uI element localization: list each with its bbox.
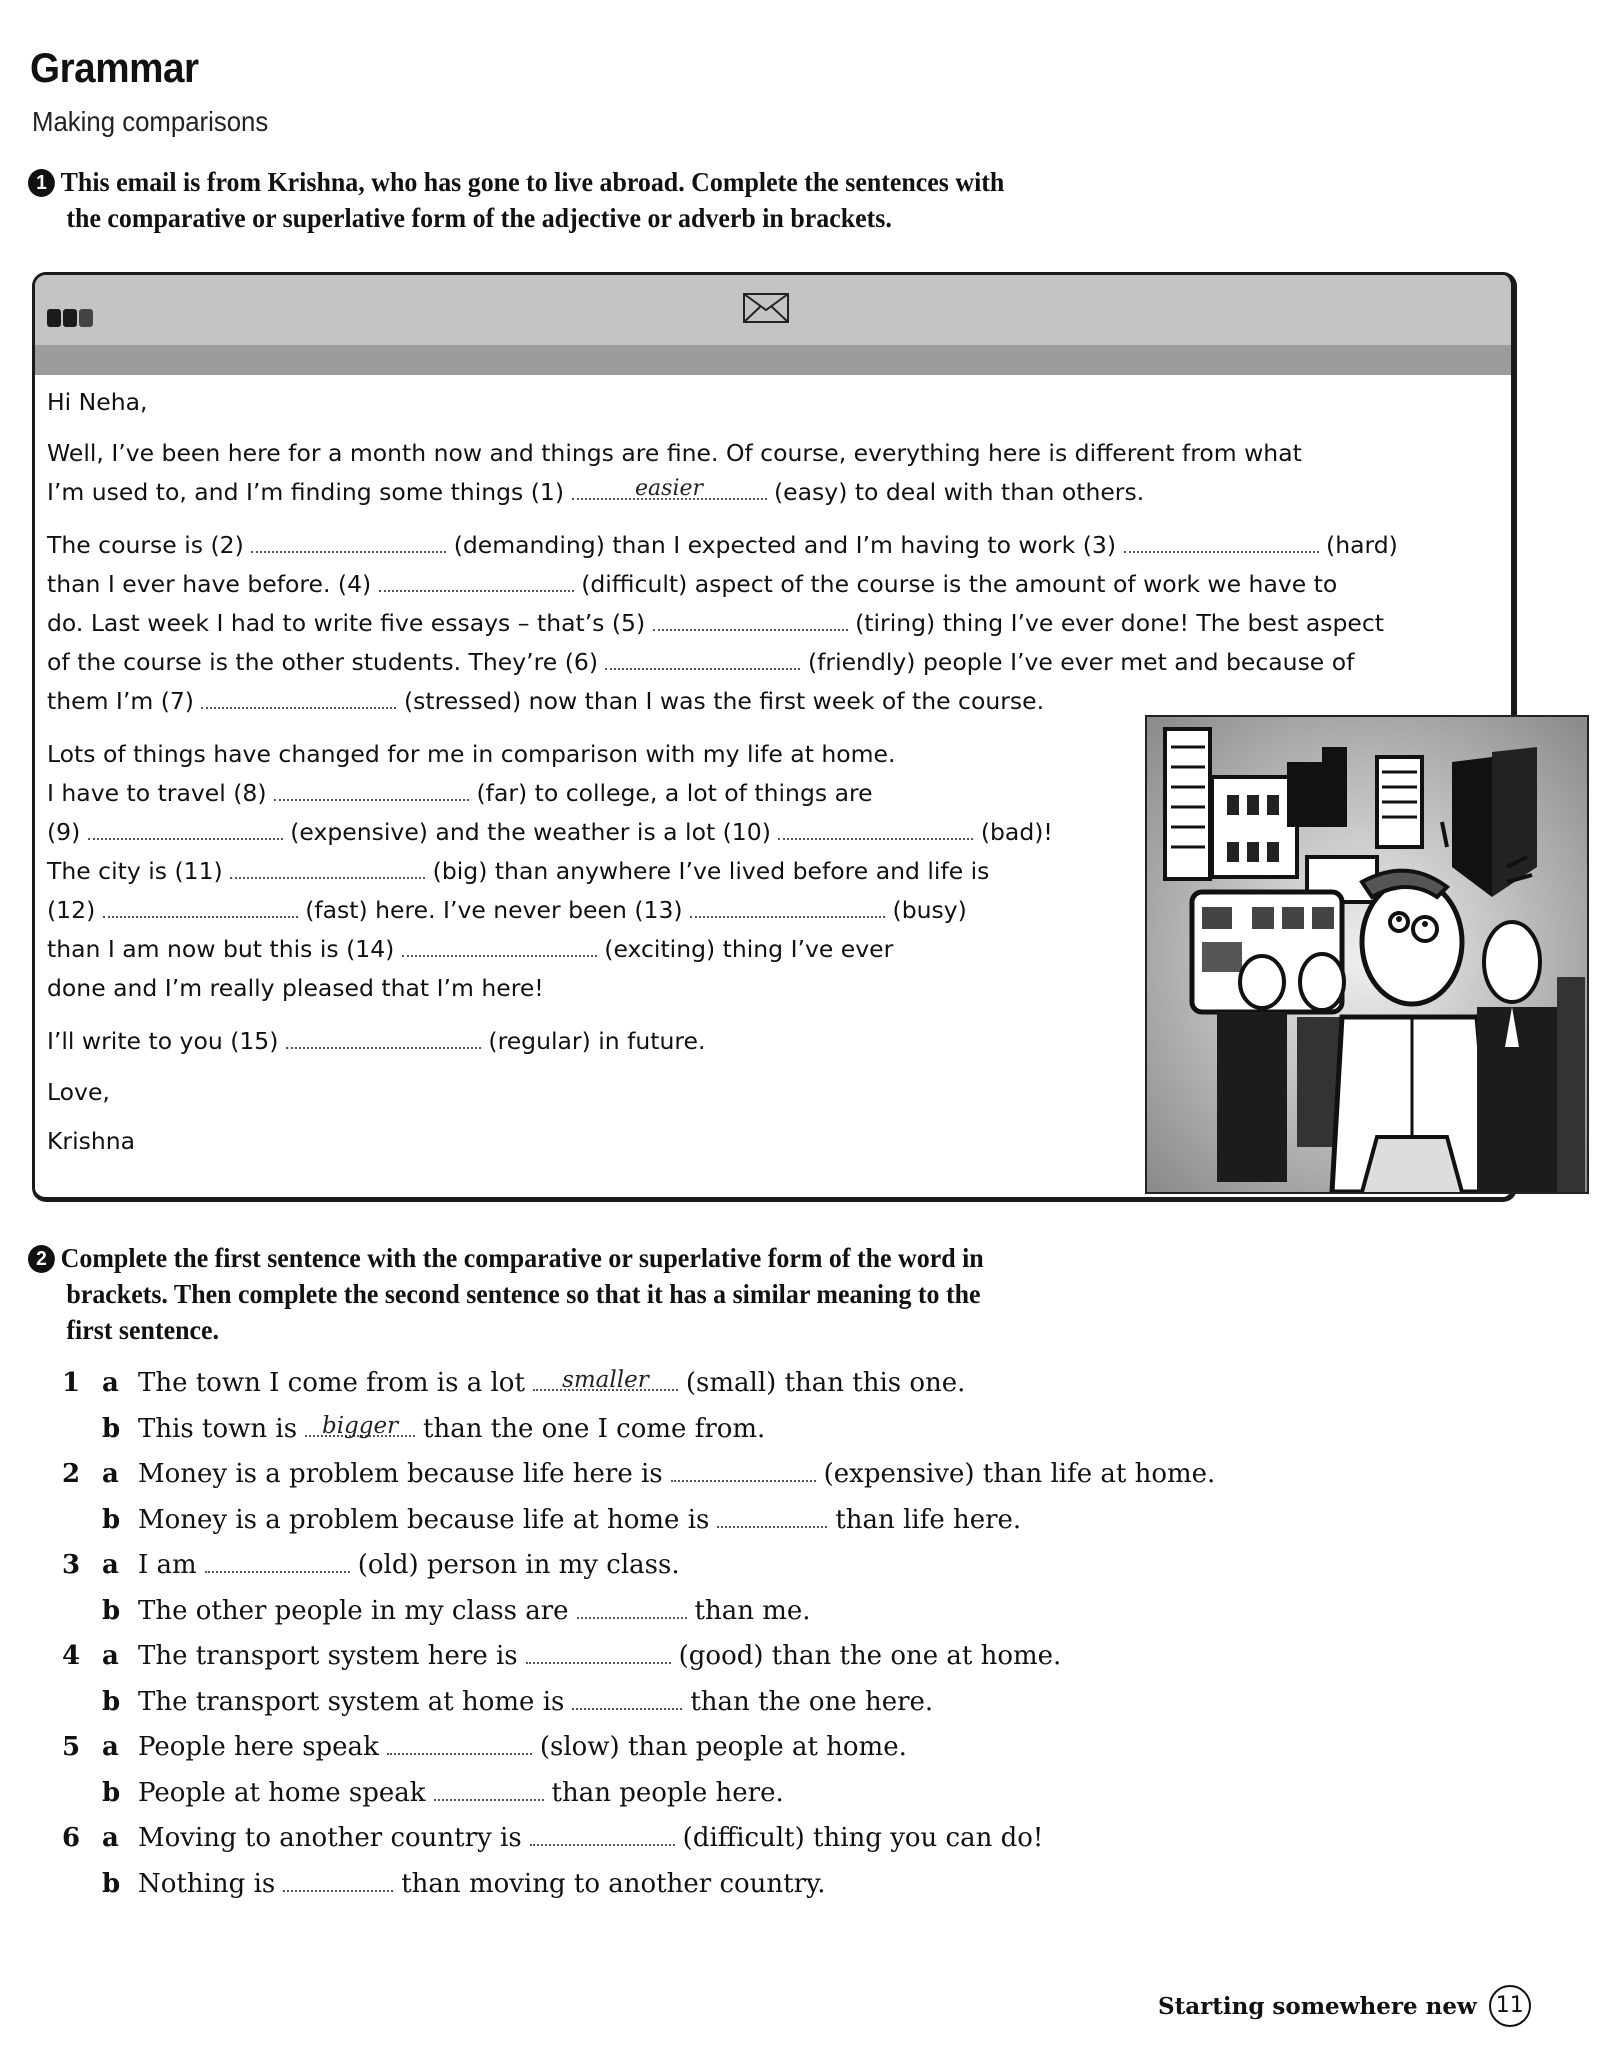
sentence-end: than moving to another country. xyxy=(401,1868,826,1899)
email-signoff: Love, xyxy=(47,1078,110,1106)
email-title-bar xyxy=(35,275,1511,345)
sentence-start: Moving to another country is xyxy=(138,1823,522,1853)
sentence-start: People here speak xyxy=(138,1732,379,1762)
exercise-item-4b xyxy=(62,1687,1312,1733)
gap-11[interactable] xyxy=(230,859,425,879)
gap-5[interactable] xyxy=(653,611,848,631)
email-signature: Krishna xyxy=(47,1127,136,1155)
sentence-end: than people here. xyxy=(551,1777,784,1808)
instruction-line: Complete the first sentence with the comparative or superlative form of the word in xyxy=(60,1243,984,1273)
sentence-end: than the one here. xyxy=(690,1686,934,1717)
item-letter: b xyxy=(102,1868,121,1899)
cartoon-image xyxy=(1147,717,1587,1192)
exercise-item-5b xyxy=(62,1778,1312,1824)
instruction-line: This email is from Krishna, who has gone to live abroad. Complete the sentences with xyxy=(60,167,1005,197)
exercise-item-3a xyxy=(62,1550,1312,1596)
exercise-1-instruction xyxy=(28,164,1209,236)
sentence-end: (good) than the one at home. xyxy=(678,1641,1062,1671)
sentence-start: The transport system here is xyxy=(138,1641,518,1671)
gap-12[interactable] xyxy=(103,898,298,918)
exercise-2-items xyxy=(62,1368,1312,1914)
item-letter: b xyxy=(102,1595,121,1626)
sentence-start: Money is a problem because life at home is xyxy=(138,1504,710,1535)
item-number: 5 xyxy=(62,1732,81,1762)
city-cartoon-illustration xyxy=(1145,715,1589,1194)
instruction-line: brackets. Then complete the second sentence so that it has a similar meaning to the xyxy=(66,1279,981,1309)
exercise-item-6b xyxy=(62,1869,1312,1915)
section-subtitle: Making comparisons xyxy=(32,106,269,137)
gap-10[interactable] xyxy=(778,820,973,840)
exercise-item-1a xyxy=(62,1368,1312,1414)
sentence-end: (difficult) thing you can do! xyxy=(682,1823,1044,1853)
email-toolbar-band xyxy=(35,345,1511,375)
item-number: 2 xyxy=(62,1459,81,1489)
sentence-start: People at home speak xyxy=(138,1777,426,1808)
item-letter: a xyxy=(102,1459,119,1489)
sentence-start: The town I come from is a lot xyxy=(138,1368,525,1398)
sentence-start: This town is xyxy=(138,1413,298,1444)
gap-6[interactable] xyxy=(605,650,800,670)
item-number: 4 xyxy=(62,1641,81,1671)
page-footer xyxy=(1158,1985,1531,2027)
sentence-end: (small) than this one. xyxy=(685,1368,966,1398)
answer-gap[interactable] xyxy=(283,1872,393,1892)
item-number: 3 xyxy=(62,1550,81,1580)
item-letter: a xyxy=(102,1823,119,1853)
sentence-start: The other people in my class are xyxy=(138,1595,569,1626)
gap-15[interactable] xyxy=(286,1029,481,1049)
answer-gap[interactable] xyxy=(205,1553,350,1573)
exercise-item-1b xyxy=(62,1414,1312,1460)
item-letter: b xyxy=(102,1413,121,1444)
section-title: Grammar xyxy=(30,44,199,91)
exercise-item-4a xyxy=(62,1641,1312,1687)
exercise-2-instruction xyxy=(28,1240,1209,1348)
answer-gap[interactable] xyxy=(577,1599,687,1619)
exercise-item-6a xyxy=(62,1823,1312,1869)
sentence-end: (old) person in my class. xyxy=(357,1550,680,1580)
item-letter: a xyxy=(102,1368,119,1398)
email-paragraph: Well, I’ve been here for a month now and things are fine. Of course, everything here is different from what I’m used to, and I’m finding some things (1) easier (easy) to deal with than others. xyxy=(47,439,1302,506)
envelope-icon xyxy=(743,293,789,323)
answer-gap[interactable] xyxy=(717,1508,827,1528)
item-number: 1 xyxy=(62,1368,81,1398)
gap-7[interactable] xyxy=(201,689,396,709)
item-number: 6 xyxy=(62,1823,81,1853)
item-letter: b xyxy=(102,1504,121,1535)
page-number: 11 xyxy=(1489,1985,1531,2027)
gap-8[interactable] xyxy=(274,781,469,801)
answer-gap[interactable] xyxy=(530,1826,675,1846)
answer-gap[interactable] xyxy=(387,1735,532,1755)
sentence-end: than life here. xyxy=(835,1504,1022,1535)
window-controls-icon xyxy=(47,309,93,327)
answer-gap[interactable] xyxy=(533,1367,678,1393)
answer-1: easier xyxy=(635,476,704,501)
gap-13[interactable] xyxy=(690,898,885,918)
sentence-end: (expensive) than life at home. xyxy=(823,1459,1216,1489)
gap-3[interactable] xyxy=(1124,533,1319,553)
answer-gap[interactable] xyxy=(434,1781,544,1801)
exercise-number-badge: 1 xyxy=(28,169,55,197)
sentence-end: than the one I come from. xyxy=(423,1413,766,1444)
instruction-line: the comparative or superlative form of the adjective or adverb in brackets. xyxy=(66,203,892,233)
email-paragraph: Lots of things have changed for me in comparison with my life at home. I have to travel (8) (far) to college, a lot of things are (9) (expensive) and the weather is a lot (10) (bad)! The city is (11) (big) than anywhere I’ve lived before and life is (12) (fast) here. I’ve never been (13) (busy) than I am now but this is (14) (exciting) thing I’ve ever done and I’m really pleased that I’m here! xyxy=(47,740,1053,1002)
item-letter: a xyxy=(102,1641,119,1671)
item-letter: a xyxy=(102,1732,119,1762)
item-letter: a xyxy=(102,1550,119,1580)
item-letter: b xyxy=(102,1686,121,1717)
gap-1[interactable] xyxy=(572,476,767,501)
gap-2[interactable] xyxy=(251,533,446,553)
sentence-start: Nothing is xyxy=(138,1868,276,1899)
exercise-item-3b xyxy=(62,1596,1312,1642)
exercise-item-5a xyxy=(62,1732,1312,1778)
email-paragraph: The course is (2) (demanding) than I expected and I’m having to work (3) (hard) than I ever have before. (4) (difficult) aspect of the course is the amount of work we have to do. Last week I had to write five essays – that’s (5) (tiring) thing I’ve ever done! The best aspect of the course is the other students. They’re (6) (friendly) people I’ve ever met and because of them I’m (7) (stressed) now than I was the first week of the course. xyxy=(47,531,1398,715)
sentence-end: than me. xyxy=(694,1595,811,1626)
sentence-start: Money is a problem because life here is xyxy=(138,1459,663,1489)
gap-14[interactable] xyxy=(402,937,597,957)
answer-gap[interactable] xyxy=(572,1690,682,1710)
instruction-line: first sentence. xyxy=(66,1315,219,1345)
exercise-item-2a xyxy=(62,1459,1312,1505)
sentence-start: The transport system at home is xyxy=(138,1686,565,1717)
email-paragraph: I’ll write to you (15) (regular) in future. xyxy=(47,1027,706,1055)
handwritten-answer: smaller xyxy=(562,1367,649,1393)
gap-9[interactable] xyxy=(88,820,283,840)
item-letter: b xyxy=(102,1777,121,1808)
sentence-end: (slow) than people at home. xyxy=(539,1732,907,1762)
email-greeting: Hi Neha, xyxy=(47,388,148,416)
exercise-number-badge: 2 xyxy=(28,1245,55,1273)
answer-gap[interactable] xyxy=(526,1644,671,1664)
gap-4[interactable] xyxy=(379,572,574,592)
sentence-start: I am xyxy=(138,1550,197,1580)
unit-title: Starting somewhere new xyxy=(1158,1992,1477,2020)
exercise-item-2b xyxy=(62,1505,1312,1551)
answer-gap[interactable] xyxy=(305,1412,415,1439)
answer-gap[interactable] xyxy=(671,1462,816,1482)
handwritten-answer: bigger xyxy=(321,1412,399,1439)
